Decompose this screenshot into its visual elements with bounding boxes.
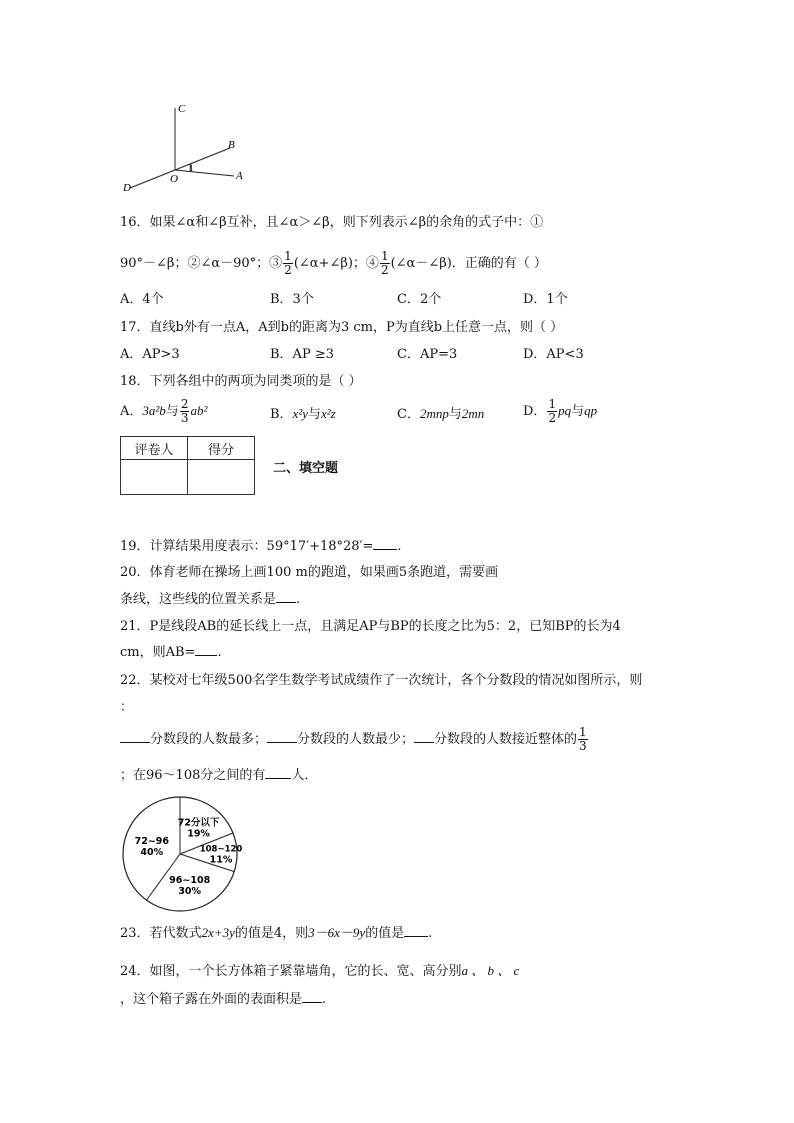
q17-option-d: D．AP<3 (523, 347, 584, 362)
q17-option-c: C．AP=3 (397, 347, 458, 362)
q22-blank-3 (414, 730, 434, 743)
q22-line1: 22．某校对七年级500名学生数学考试成绩作了一次统计，各个分数段的情况如图所示，则 (120, 673, 643, 688)
score-header: 得分 (188, 437, 255, 460)
q21-blank (195, 643, 217, 656)
q24-blank (302, 990, 322, 1003)
grader-cell[interactable] (121, 460, 188, 495)
angle-figure (118, 100, 258, 195)
q20-line2: 条线，这些线的位置关系是 . (120, 592, 301, 607)
pie-slice-percent: 30% (178, 885, 202, 897)
ray-od (130, 170, 175, 188)
pie-slice-percent: 40% (140, 846, 164, 858)
q18-option-c: C．2mnp与2mn (397, 406, 485, 422)
score-cell[interactable] (188, 460, 255, 495)
q16-expressions (120, 250, 547, 277)
grading-table (120, 436, 255, 495)
q23-blank (404, 924, 428, 937)
label-a: A (236, 170, 243, 182)
q22-line3: ；在96～108分之间的有 人． (120, 768, 318, 783)
pie-slice-percent: 19% (187, 828, 210, 840)
q16-option-c: C．2个 (397, 292, 442, 307)
q17-option-b: B．AP ≥3 (270, 347, 334, 362)
q17-option-a: A．AP>3 (120, 347, 180, 362)
q22-line2: 分数段的人数最多； 分数段的人数最少； 分数段的人数接近整体的 $\frac{1}{3}$ (120, 726, 589, 753)
q18-option-b: B．x²y与x²z (270, 406, 336, 422)
q19-blank (373, 537, 397, 550)
q16-option-a: A．4个 (120, 292, 164, 307)
q22-blank-4 (265, 766, 291, 779)
pie-slice-label: 108~120 (199, 844, 243, 855)
q16-option-b: B．3个 (270, 292, 314, 307)
pie-slice-label: 72分以下 (177, 817, 220, 829)
q24-line2: ，这个箱子露在外面的表面积是 . (120, 992, 327, 1007)
q18-option-a: A．3a²b与 $\frac{2}{3}$ ab² (120, 397, 208, 425)
q19: 19．计算结果用度表示：59°17′+18°28′= . (120, 539, 402, 554)
score-pie-chart (120, 792, 245, 917)
q16-exp3: (∠α+∠β)；④ (293, 256, 379, 271)
q22-frac: $\frac{1}{3}$ (579, 725, 587, 753)
q22-line1b: ： (120, 700, 134, 715)
q16-stem: 16．如果∠α和∠β互补，且∠α＞∠β，则下列表示∠β的余角的式子中：① (120, 215, 544, 230)
q16-exp4: (∠α－∠β)．正确的有（ ） (390, 256, 547, 271)
q16-frac-3: $\frac{1}{2}$ (284, 249, 292, 277)
label-o: O (170, 173, 178, 185)
label-angle-1: 1 (189, 163, 194, 173)
pie-slice-percent: 11% (209, 854, 233, 866)
ray-oa (175, 170, 234, 176)
section-title: 二、填空题 (273, 461, 339, 476)
pie-slice-label: 96~108 (169, 874, 211, 886)
q18-option-d: D． $\frac{1}{2}$ pq与qp (523, 397, 598, 425)
q21-line2: cm，则AB= . (120, 645, 222, 660)
q22-blank-1 (120, 730, 150, 743)
q16-frac-4: $\frac{1}{2}$ (380, 249, 389, 277)
q20-blank (276, 590, 296, 603)
q23: 23．若代数式2x+3y的值是4，则3－6x－9y的值是 . (120, 925, 433, 941)
label-c: C (178, 103, 186, 115)
label-d: D (123, 182, 131, 194)
q18-stem: 18．下列各组中的两项为同类项的是（ ） (120, 374, 362, 389)
grader-header: 评卷人 (121, 437, 188, 460)
ray-ob (175, 148, 230, 170)
q16-option-d: D．1个 (523, 292, 568, 307)
q16-exp1: 90°－∠β；②∠α－90°；③ (120, 256, 283, 271)
label-b: B (228, 139, 235, 151)
q20-line1: 20．体育老师在操场上画100 m的跑道，如果画5条跑道，需要画 (120, 565, 499, 580)
q22-blank-2 (267, 730, 297, 743)
q24-line1: 24．如图，一个长方体箱子紧靠墙角，它的长、宽、高分别a 、 b 、 c (120, 963, 520, 979)
q17-stem: 17．直线b外有一点A，A到b的距离为3 cm，P为直线b上任意一点，则（ ） (120, 320, 564, 335)
pie-slice-label: 72~96 (134, 835, 170, 847)
q21-line1: 21．P是线段AB的延长线上一点，且满足AP与BP的长度之比为5：2，已知BP的长为4 (120, 619, 621, 634)
